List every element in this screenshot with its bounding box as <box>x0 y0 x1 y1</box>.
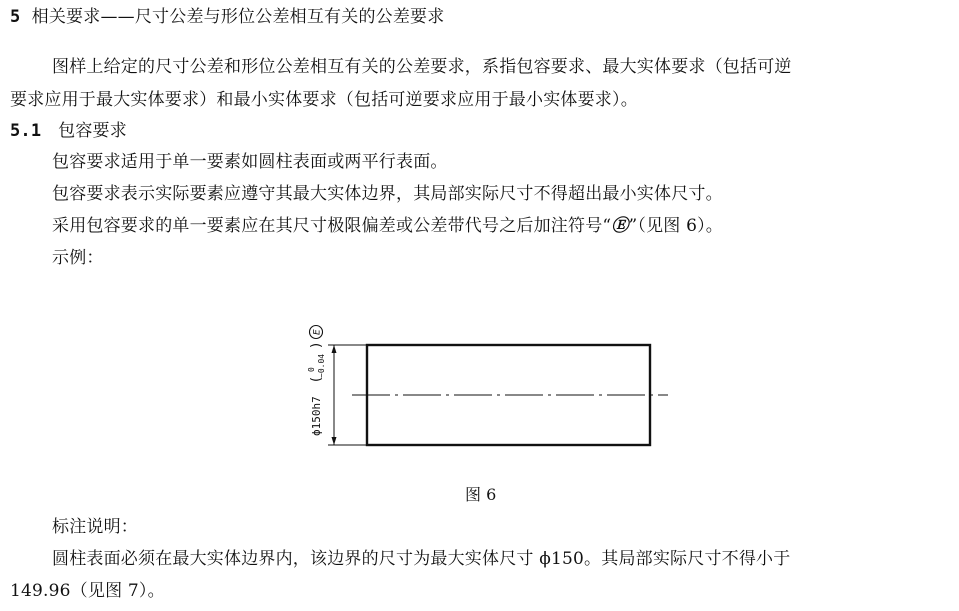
lower-deviation: −0.04 <box>317 353 326 378</box>
notes-line-2: 149.96（见图 7）。 <box>10 581 165 601</box>
notes-heading: 标注说明： <box>52 517 138 537</box>
intro-line-1: 图样上给定的尺寸公差和形位公差相互有关的公差要求，系指包容要求、最大实体要求（包括可逆 <box>52 57 792 77</box>
envelope-symbol-inline: Ⓔ <box>611 216 629 236</box>
arrow-bottom-icon <box>332 437 337 445</box>
paragraph-3-before: 采用包容要求的单一要素应在其尺寸极限偏差或公差带代号之后加注符号“ <box>52 216 612 236</box>
section-heading <box>10 6 444 28</box>
section-number: 5 <box>10 7 21 27</box>
subsection-heading <box>10 120 127 142</box>
figure-caption: 图 6 <box>465 485 497 504</box>
figure-6-drawing <box>290 318 680 468</box>
dimension-bracket-open: ( <box>309 376 324 382</box>
dimension-bracket-close: ) <box>309 342 324 348</box>
paragraph-2: 包容要求表示实际要素应遵守其最大实体边界，其局部实际尺寸不得超出最小实体尺寸。 <box>52 184 723 204</box>
arrow-top-icon <box>332 345 337 353</box>
section-title: 相关要求——尺寸公差与形位公差相互有关的公差要求 <box>31 7 445 27</box>
dimension-label: ϕ150h7 <box>310 396 323 436</box>
subsection-title: 包容要求 <box>58 121 127 141</box>
paragraph-1: 包容要求适用于单一要素如圆柱表面或两平行表面。 <box>52 152 448 172</box>
notes-line-1: 圆柱表面必须在最大实体边界内，该边界的尺寸为最大实体尺寸 ϕ150。其局部实际尺寸不得小于 <box>52 549 791 569</box>
example-label: 示例： <box>52 248 104 268</box>
intro-line-2: 要求应用于最大实体要求）和最小实体要求（包括可逆要求应用于最小实体要求）。 <box>10 90 638 110</box>
upper-deviation: 0 <box>307 367 316 372</box>
subsection-number: 5.1 <box>10 121 42 141</box>
paragraph-3 <box>52 215 723 237</box>
envelope-letter: E <box>312 329 323 335</box>
paragraph-3-after: ”（见图 6）。 <box>628 216 724 236</box>
